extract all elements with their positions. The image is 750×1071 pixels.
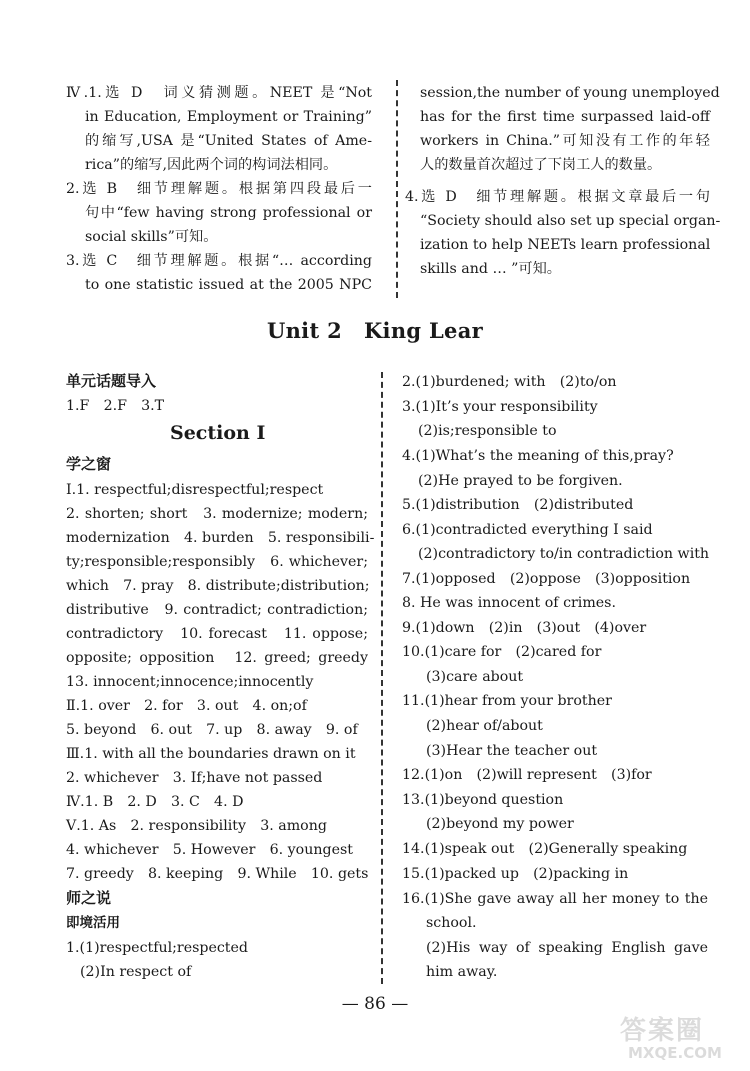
text-line: social skills”可知。 — [85, 229, 218, 245]
study-heading: 学之窗 — [66, 455, 112, 473]
text-line: 8. He was innocent of crimes. — [402, 595, 616, 611]
text-line: (3)care about — [426, 669, 524, 685]
text-line: Ⅱ.1. over 2. for 3. out 4. on;of — [66, 698, 307, 714]
text-line: 7. greedy 8. keeping 9. While 10. gets — [66, 866, 369, 882]
watermark-logo — [620, 1010, 745, 1068]
text-line: in Education, Employment or Training” — [85, 109, 372, 125]
text-line: (2)contradictory to/in contradiction with — [418, 546, 710, 562]
text-line: 4. whichever 5. However 6. youngest — [66, 842, 353, 858]
text-line: (3)Hear the teacher out — [426, 743, 598, 759]
column-divider — [381, 372, 383, 984]
text-line: ization to help NEETs learn professional — [420, 237, 711, 253]
text-line: 人的数量首次超过了下岗工人的数量。 — [420, 157, 662, 173]
text-line: 13. innocent;innocence;innocently — [66, 674, 314, 690]
text-line: 3.选 C 细节理解题。根据“… according — [66, 253, 372, 269]
text-line: 2.(1)burdened; with (2)to/on — [402, 374, 617, 390]
text-line: Ⅳ.1. B 2. D 3. C 4. D — [66, 794, 244, 810]
text-line: skills and … ”可知。 — [420, 261, 561, 277]
text-line: contradictory 10. forecast 11. oppose; — [66, 626, 368, 642]
text-line: Ⅲ.1. with all the boundaries drawn on it — [66, 746, 356, 762]
text-line: workers in China.”可知没有工作的年轻 — [420, 133, 710, 149]
teacher-heading: 师之说 — [66, 889, 112, 907]
text-line: (2)hear of/about — [426, 718, 543, 734]
text-line: 4.(1)What’s the meaning of this,pray? — [402, 448, 674, 464]
text-line: distributive 9. contradict; contradiction; — [66, 602, 368, 618]
text-line: (2)In respect of — [80, 964, 192, 980]
text-line: 4.选 D 细节理解题。根据文章最后一句 — [405, 189, 710, 205]
page-number: — 86 — — [341, 994, 409, 1014]
text-line: rica”的缩写,因此两个词的构词法相同。 — [85, 157, 338, 173]
text-line: 11.(1)hear from your brother — [402, 693, 612, 709]
section-title: Section Ⅰ — [170, 422, 266, 444]
text-line: (2)is;responsible to — [418, 423, 557, 439]
text-line: 2.选 B 细节理解题。根据第四段最后一 — [66, 181, 372, 197]
unit-label: Unit 2 — [267, 318, 342, 343]
text-line: has for the first time surpassed laid-off — [420, 109, 710, 125]
text-line: 6.(1)contradicted everything I said — [402, 522, 653, 538]
topic-answers: 1.F 2.F 3.T — [66, 398, 165, 414]
text-line: 3.(1)It’s your responsibility — [402, 399, 598, 415]
text-line: school. — [426, 915, 477, 931]
text-line: modernization 4. burden 5. responsibili- — [66, 530, 375, 546]
text-line: 16.(1)She gave away all her money to the — [402, 891, 708, 907]
text-line: “Society should also set up special organ- — [420, 213, 721, 229]
text-line: Ⅴ.1. As 2. responsibility 3. among — [66, 818, 327, 834]
text-line: Ⅰ.1. respectful;disrespectful;respect — [66, 482, 324, 498]
text-line: 1.(1)respectful;respected — [66, 940, 248, 956]
text-line: 句中“few having strong professional or — [85, 205, 372, 221]
text-line: which 7. pray 8. distribute;distribution; — [66, 578, 370, 594]
text-line: ty;responsible;responsibly 6. whichever; — [66, 554, 368, 570]
unit-name: King Lear — [363, 318, 483, 343]
text-line: opposite; opposition 12. greed; greedy — [66, 650, 368, 666]
text-line: 15.(1)packed up (2)packing in — [402, 866, 629, 882]
text-line: 14.(1)speak out (2)Generally speaking — [402, 841, 688, 857]
text-line: 5.(1)distribution (2)distributed — [402, 497, 634, 513]
text-line: 12.(1)on (2)will represent (3)for — [402, 767, 652, 783]
watermark-bottom: MXQE.COM — [628, 1044, 722, 1062]
text-line: 10.(1)care for (2)cared for — [402, 644, 602, 660]
column-divider — [396, 80, 398, 298]
text-line: (2)His way of speaking English gave — [426, 940, 708, 956]
text-line: 5. beyond 6. out 7. up 8. away 9. of — [66, 722, 358, 738]
text-line: 9.(1)down (2)in (3)out (4)over — [402, 620, 647, 636]
text-line: 13.(1)beyond question — [402, 792, 564, 808]
text-line: session,the number of young unemployed — [420, 85, 720, 101]
text-line: to one statistic issued at the 2005 NPC — [85, 277, 372, 293]
text-line: Ⅳ.1.选 D 词义猜测题。NEET 是“Not — [66, 85, 372, 101]
text-line: (2)beyond my power — [426, 816, 574, 832]
text-line: 2. whichever 3. If;have not passed — [66, 770, 323, 786]
topic-heading: 单元话题导入 — [66, 372, 157, 390]
apply-heading: 即境活用 — [66, 915, 120, 931]
watermark-top: 答案圈 — [620, 1016, 705, 1046]
unit-title — [0, 318, 750, 343]
text-line: (2)He prayed to be forgiven. — [418, 473, 623, 489]
text-line: him away. — [426, 964, 498, 980]
text-line: 的缩写,USA 是“United States of Ame- — [85, 133, 372, 149]
text-line: 2. shorten; short 3. modernize; modern; — [66, 506, 368, 522]
text-line: 7.(1)opposed (2)oppose (3)opposition — [402, 571, 691, 587]
